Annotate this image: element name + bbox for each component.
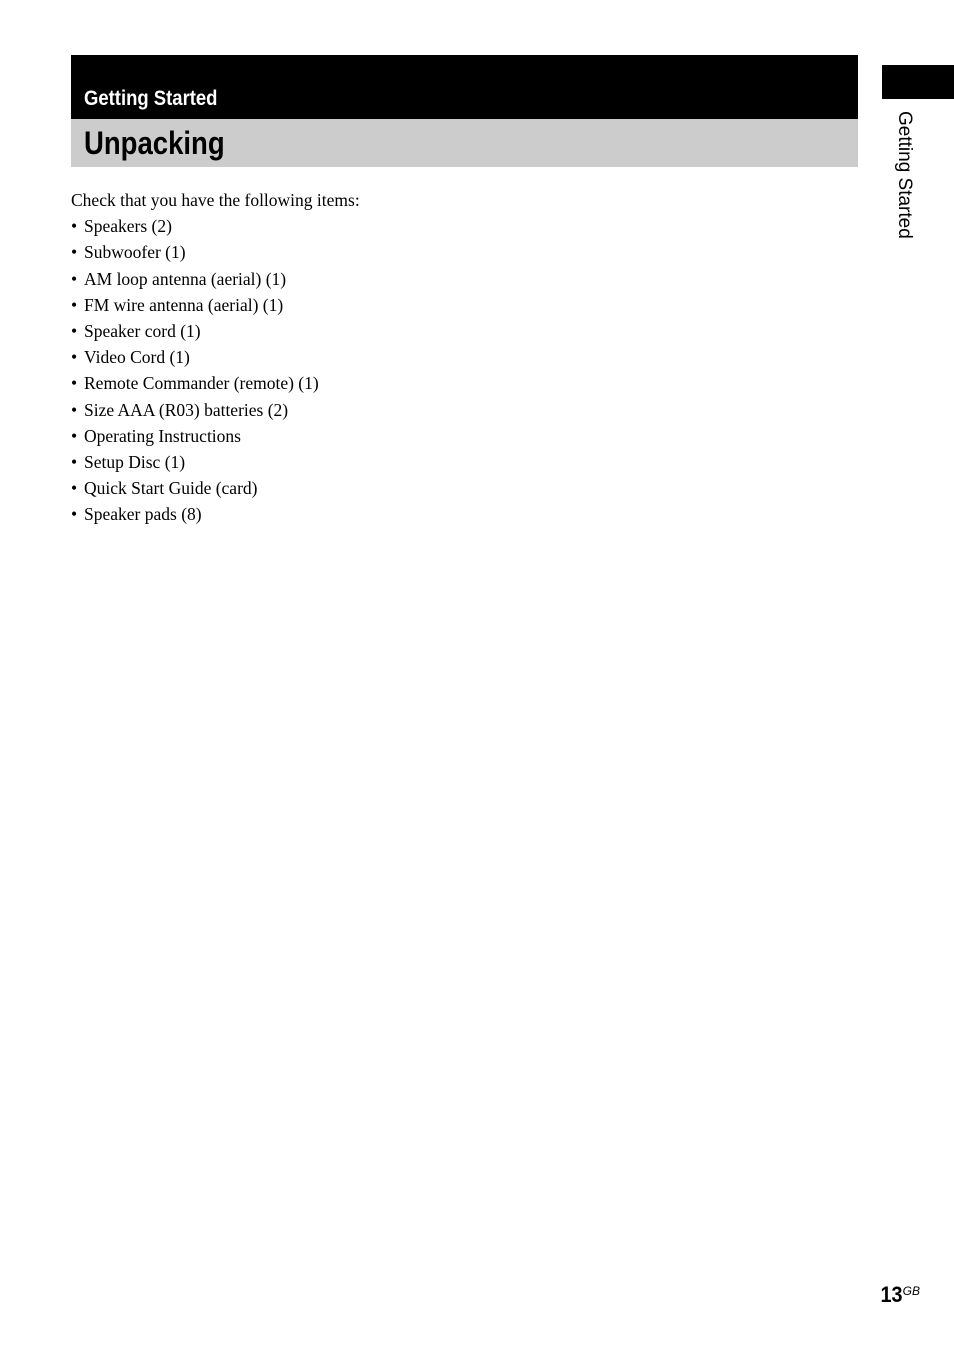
body-text	[71, 187, 771, 528]
side-tab-label: Getting Started	[894, 111, 915, 239]
bullet: •	[71, 242, 78, 263]
intro-text: Check that you have the following items:	[71, 190, 360, 210]
section-header-bar	[71, 119, 858, 167]
list-item	[71, 266, 771, 292]
item-list	[71, 213, 771, 527]
list-item-text: Speakers (2)	[84, 216, 172, 237]
side-tab-marker	[882, 65, 954, 99]
list-item-text: Speaker pads (8)	[84, 504, 202, 525]
list-item	[71, 292, 771, 318]
list-item-text: Subwoofer (1)	[84, 242, 186, 263]
bullet: •	[71, 347, 78, 368]
list-item	[71, 344, 771, 370]
page-number-value: 13	[880, 1282, 903, 1307]
list-item	[71, 213, 771, 239]
list-item-text: Operating Instructions	[84, 425, 241, 446]
chapter-header-bar	[71, 55, 858, 119]
bullet: •	[71, 216, 78, 237]
list-item-text: Speaker cord (1)	[84, 321, 201, 342]
bullet: •	[71, 478, 78, 499]
bullet: •	[71, 373, 78, 394]
bullet: •	[71, 294, 78, 315]
bullet: •	[71, 425, 78, 446]
list-item	[71, 423, 771, 449]
page-number	[878, 1282, 920, 1308]
list-item-text: Video Cord (1)	[84, 347, 190, 368]
bullet: •	[71, 268, 78, 289]
list-item	[71, 318, 771, 344]
bullet: •	[71, 452, 78, 473]
list-item-text: Setup Disc (1)	[84, 452, 186, 473]
chapter-title: Getting Started	[84, 87, 218, 110]
list-item	[71, 449, 771, 475]
bullet: •	[71, 321, 78, 342]
list-item	[71, 239, 771, 265]
list-item	[71, 397, 771, 423]
list-item-text: Size AAA (R03) batteries (2)	[84, 399, 289, 420]
list-item	[71, 501, 771, 527]
page-number-suffix: GB	[902, 1284, 920, 1298]
section-title: Unpacking	[84, 125, 225, 161]
list-item-text: FM wire antenna (aerial) (1)	[84, 294, 284, 315]
list-item	[71, 370, 771, 396]
list-item	[71, 475, 771, 501]
list-item-text: AM loop antenna (aerial) (1)	[84, 268, 287, 289]
bullet: •	[71, 504, 78, 525]
list-item-text: Remote Commander (remote) (1)	[84, 373, 319, 394]
list-item-text: Quick Start Guide (card)	[84, 478, 258, 499]
bullet: •	[71, 399, 78, 420]
